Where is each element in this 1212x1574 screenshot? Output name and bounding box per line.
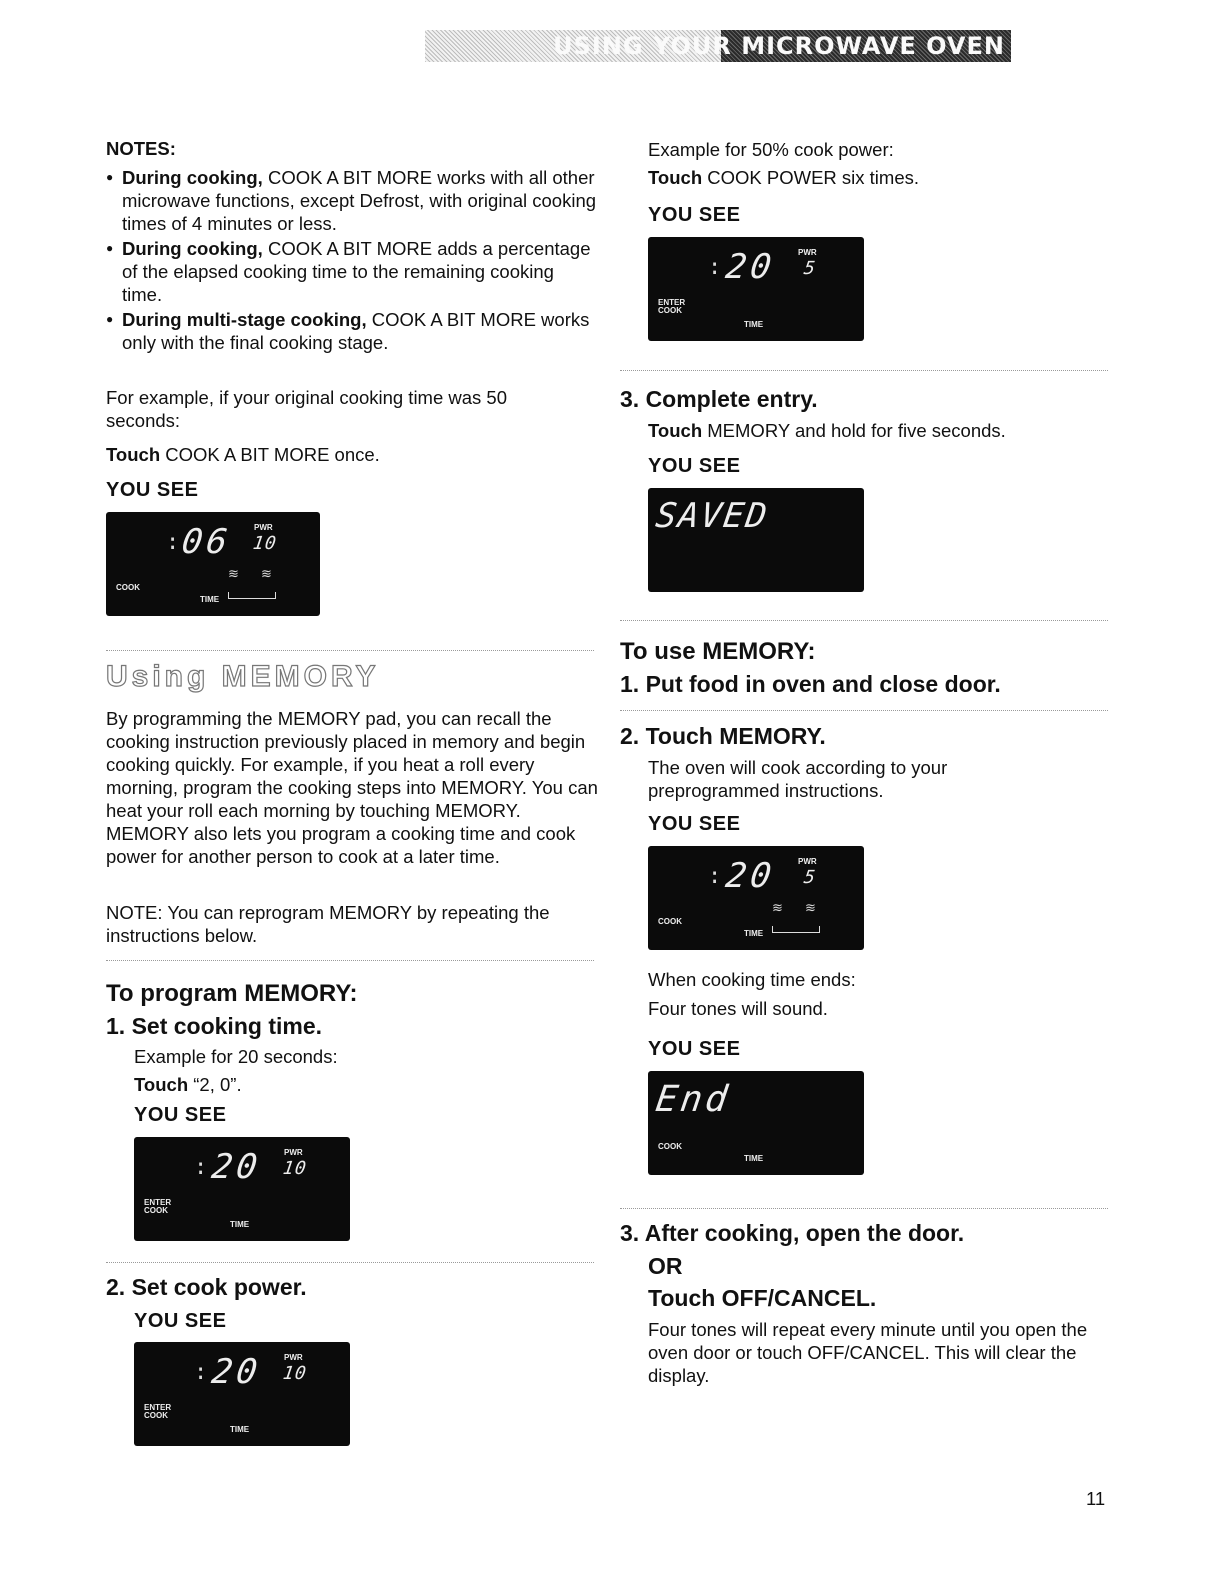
oven-display (134, 1342, 350, 1446)
program-heading: To program MEMORY: (106, 980, 358, 1007)
notes-item-text: COOK A BIT MORE works only with the final cooking stage. (122, 309, 590, 353)
power-example: Example for 50% cook power: (648, 139, 894, 160)
display-digits: End (653, 1079, 733, 1120)
use-step2-text: The oven will cook according to your preprogrammed instructions. (648, 757, 948, 801)
pwr-digits: 5 (802, 867, 818, 888)
notes-item (106, 166, 598, 235)
use-step1: 1. Put food in oven and close door. (620, 671, 1001, 697)
display-colon: : (708, 864, 722, 889)
time-label: TIME (230, 1425, 250, 1434)
memory-body: By programming the MEMORY pad, you can recall the cooking instruction previously placed in memory and begin cooking quickly. For example, if you heat a roll every morning, program the cooking steps into MEMORY. You can heat your roll each morning by touching MEMORY. MEMORY also lets you program a cooking time and cook power for another person to cook at a later time. (106, 708, 598, 867)
notes-item-lead: During cooking, (122, 238, 263, 259)
notes-section (106, 138, 598, 356)
divider (106, 650, 594, 651)
enter-label: ENTER (144, 1198, 172, 1207)
use-step3-or: OR (648, 1253, 683, 1279)
display-colon: : (194, 1360, 208, 1385)
pwr-digits: 10 (281, 1363, 309, 1384)
display-digits: 06 (179, 522, 234, 562)
you-see-label: YOU SEE (134, 1104, 227, 1126)
touch-label: Touch (106, 444, 161, 465)
touch-text: MEMORY and hold for five seconds. (702, 420, 1006, 441)
cook-label: COOK (144, 1206, 168, 1215)
you-see-label: YOU SEE (648, 813, 741, 835)
display-digits: 20 (723, 856, 778, 896)
use-heading: To use MEMORY: (620, 638, 816, 665)
divider (620, 370, 1108, 371)
time-label: TIME (744, 929, 764, 938)
display-digits: 20 (209, 1147, 264, 1187)
example-intro: For example, if your original cooking time was 50 seconds: (106, 387, 508, 431)
time-label: TIME (744, 320, 764, 329)
use-step3-text: Four tones will repeat every minute until you open the oven door or touch OFF/CANCEL. This will clear the display. (648, 1319, 1088, 1386)
step3-touch (648, 419, 1006, 442)
program-step1: 1. Set cooking time. (106, 1013, 322, 1039)
you-see-label: YOU SEE (648, 204, 741, 226)
enter-label: ENTER (144, 1403, 172, 1412)
notes-heading: NOTES: (106, 138, 176, 159)
pwr-label: PWR (284, 1353, 303, 1362)
banner-title: USING YOUR MICROWAVE OVEN (553, 32, 1005, 60)
pwr-digits: 5 (802, 258, 818, 279)
touch-text: COOK A BIT MORE once. (160, 444, 380, 465)
memory-note: NOTE: You can reprogram MEMORY by repeating the instructions below. (106, 902, 550, 946)
wave-icon: ≋ (772, 900, 783, 915)
cook-label: COOK (658, 917, 682, 926)
touch-text: “2, 0”. (188, 1074, 242, 1095)
notes-item (106, 237, 598, 306)
cook-label: COOK (658, 1142, 682, 1151)
notes-item-text: COOK A BIT MORE works with all other microwave functions, except Defrost, with original cooking times of 4 minutes or less. (122, 167, 597, 234)
cook-label: COOK (658, 306, 682, 315)
cook-label: COOK (144, 1411, 168, 1420)
memory-heading: Using MEMORY (106, 660, 380, 693)
notes-item-lead: During cooking, (122, 167, 263, 188)
divider (620, 1208, 1108, 1209)
enter-label: ENTER (658, 298, 686, 307)
use-step3: 3. After cooking, open the door. (620, 1220, 965, 1246)
divider (620, 710, 1108, 711)
divider (620, 620, 1108, 621)
touch-bit-more (106, 443, 380, 466)
display-digits: SAVED (653, 496, 772, 536)
notes-item-text: COOK A BIT MORE adds a percentage of the elapsed cooking time to the remaining cooking time. (122, 238, 591, 305)
use-step2: 2. Touch MEMORY. (620, 723, 826, 749)
program-step3: 3. Complete entry. (620, 386, 818, 412)
touch-label: Touch (134, 1074, 189, 1095)
notes-item-lead: During multi-stage cooking, (122, 309, 367, 330)
pwr-digits: 10 (251, 533, 279, 554)
oven-display (648, 488, 864, 592)
program-step2: 2. Set cook power. (106, 1274, 307, 1300)
notes-item (106, 308, 598, 354)
touch-text: COOK POWER six times. (702, 167, 920, 188)
oven-display (648, 846, 864, 950)
you-see-label: YOU SEE (106, 479, 199, 501)
oven-display (134, 1137, 350, 1241)
divider (106, 1262, 594, 1263)
header-banner (425, 30, 1011, 62)
wave-icon: ≋ (261, 566, 272, 581)
tones-text: Four tones will sound. (648, 998, 828, 1019)
step1-example: Example for 20 seconds: (134, 1046, 338, 1067)
you-see-label: YOU SEE (648, 1038, 741, 1060)
pwr-label: PWR (798, 248, 817, 257)
you-see-label: YOU SEE (134, 1310, 227, 1332)
display-digits: 20 (209, 1352, 264, 1392)
pwr-label: PWR (254, 523, 273, 532)
oven-display (106, 512, 320, 616)
pwr-digits: 10 (281, 1158, 309, 1179)
pwr-label: PWR (798, 857, 817, 866)
time-label: TIME (200, 595, 220, 604)
step1-touch (134, 1073, 242, 1096)
time-bracket (772, 926, 820, 933)
ends-text: When cooking time ends: (648, 969, 856, 990)
touch-label: Touch (648, 167, 703, 188)
use-step3-cancel: Touch OFF/CANCEL. (648, 1285, 877, 1311)
time-label: TIME (744, 1154, 764, 1163)
pwr-label: PWR (284, 1148, 303, 1157)
display-colon: : (166, 530, 180, 555)
you-see-label: YOU SEE (648, 455, 741, 477)
wave-icon: ≋ (228, 566, 239, 581)
power-touch (648, 166, 919, 189)
display-digits: 20 (723, 247, 778, 287)
time-bracket (228, 592, 276, 599)
time-label: TIME (230, 1220, 250, 1229)
display-colon: : (708, 255, 722, 280)
oven-display (648, 237, 864, 341)
touch-label: Touch (648, 420, 703, 441)
divider (106, 960, 594, 961)
oven-display (648, 1071, 864, 1175)
display-colon: : (194, 1155, 208, 1180)
page-number: 11 (1086, 1488, 1106, 1509)
wave-icon: ≋ (805, 900, 816, 915)
cook-label: COOK (116, 583, 140, 592)
notes-list (106, 166, 598, 354)
